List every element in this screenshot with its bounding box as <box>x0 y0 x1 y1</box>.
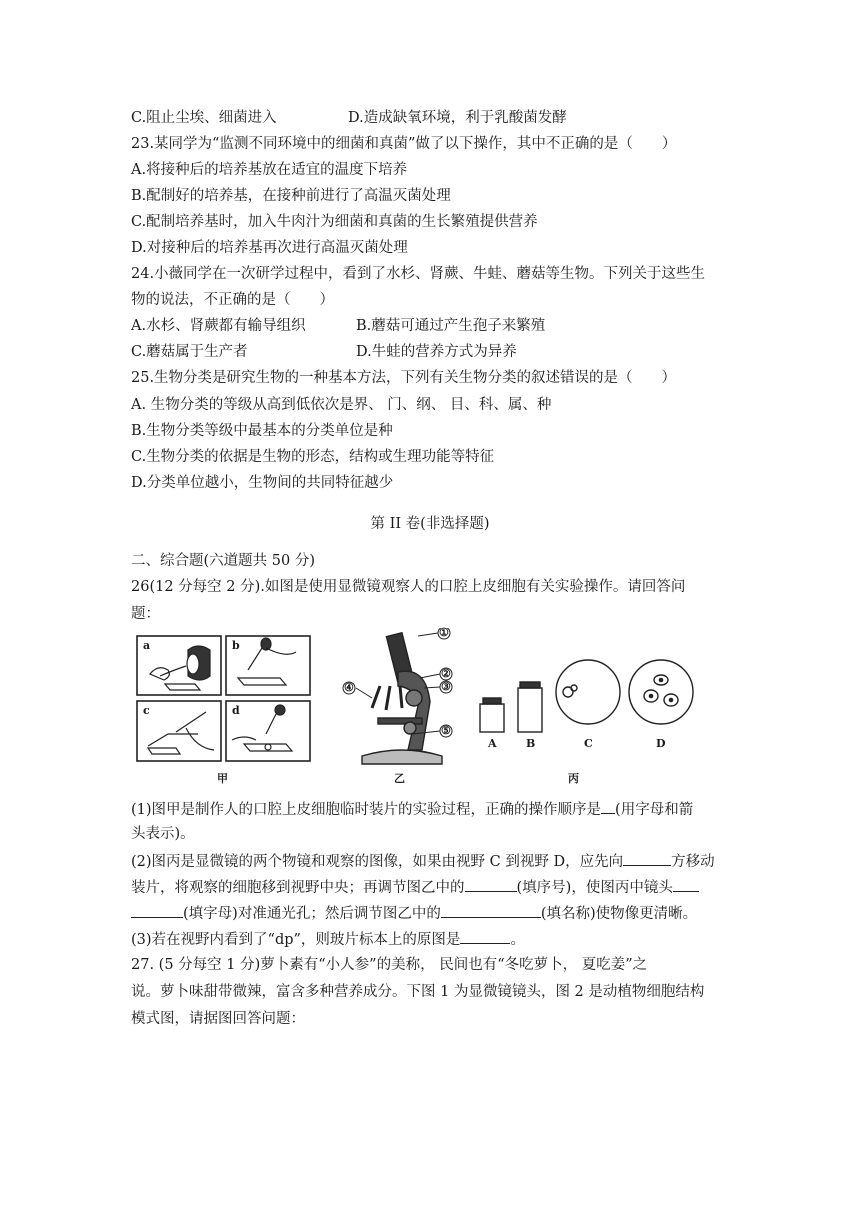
q26-part2-text-c1: (填字母)对准通光孔；然后调节图乙中的 <box>183 906 441 922</box>
panel-label-c: c <box>143 704 150 717</box>
answer-blank-4a[interactable] <box>673 876 699 892</box>
q24-option-b: B.蘑菇可通过产生孢子来繁殖 <box>356 318 546 334</box>
q23-option-b: B.配制好的培养基，在接种前进行了高温灭菌处理 <box>131 188 451 204</box>
section-title: 第 II 卷(非选择题) <box>370 516 490 532</box>
figure-caption-jia: 甲 <box>217 772 228 785</box>
answer-blank-6[interactable] <box>460 928 510 944</box>
panel-label-d: d <box>232 704 240 717</box>
microscope-drawing <box>362 633 442 764</box>
q26-part1-line1 <box>131 798 693 820</box>
q25-option-a: A. 生物分类的等级从高到低依次是界、 门、纲、 目、科、属、种 <box>131 397 552 413</box>
q23-option-c: C.配制培养基时，加入牛肉汁为细菌和真菌的生长繁殖提供营养 <box>131 214 538 230</box>
q26-stem-line1: 26(12 分每空 2 分).如图是使用显微镜观察人的口腔上皮细胞有关实验操作。请回答问 <box>131 579 686 595</box>
microscope-label-4: ④ <box>344 681 354 694</box>
panel-b-drawing <box>238 638 296 685</box>
q23-stem: 23.某同学为“监测不同环境中的细菌和真菌”做了以下操作，其中不正确的是（ ） <box>131 136 677 152</box>
q26-stem-line2: 题： <box>131 606 160 622</box>
microscope-label-3: ③ <box>441 680 451 693</box>
microscope-label-1: ① <box>439 626 449 639</box>
panel-d-drawing <box>232 705 292 751</box>
q26-part1-text-a: (1)图甲是制作人的口腔上皮细胞临时装片的实验过程，正确的操作顺序是 <box>131 802 602 818</box>
q26-part2-line2 <box>131 876 699 898</box>
q26-part1-text-b: (用字母和箭 <box>615 802 694 818</box>
q26-part2-text-b2: (填序号)，使图丙中镜头 <box>516 880 673 896</box>
answer-blank-3[interactable] <box>465 876 517 892</box>
answer-blank-4b[interactable] <box>131 902 183 918</box>
q24-option-c: C.蘑菇属于生产者 <box>131 344 248 360</box>
q24-option-a: A.水杉、肾蕨都有输导组织 <box>131 318 306 334</box>
answer-blank-2[interactable] <box>623 850 671 866</box>
answer-blank-1[interactable] <box>601 798 615 814</box>
panel-label-b: b <box>232 639 240 652</box>
q22-option-d: D.造成缺氧环境，利于乳酸菌发酵 <box>348 110 567 126</box>
q26-part2-text-b1: 装片，将观察的细胞移到视野中央；再调节图乙中的 <box>131 880 465 896</box>
q26-part2-text-c2: (填名称)使物像更清晰。 <box>540 906 698 922</box>
q23-option-d: D.对接种后的培养基再次进行高温灭菌处理 <box>131 240 408 256</box>
q25-option-d: D.分类单位越小，生物间的共同特征越少 <box>131 475 394 491</box>
q26-part3-line <box>131 928 525 950</box>
q27-line1: 27. (5 分每空 1 分)萝卜素有“小人参”的美称， 民间也有“冬吃萝卜， 夏吃姜”之 <box>131 957 648 973</box>
bing-drawings <box>480 660 693 732</box>
figure-jia-panels <box>137 636 310 761</box>
q27-line3: 模式图，请据图回答问题： <box>131 1011 305 1027</box>
part2-heading: 二、综合题(六道题共 50 分) <box>131 553 315 569</box>
panel-c-drawing <box>148 712 214 754</box>
q26-figure <box>0 628 860 788</box>
q27-line2: 说。萝卜味甜带微辣，富含多种营养成分。下图 1 为显微镜镜头，图 2 是动植物细胞结构 <box>131 984 705 1000</box>
q26-part3-text-b: 。 <box>510 932 525 948</box>
figure-caption-yi: 乙 <box>394 772 405 785</box>
microscope-label-5: ⑤ <box>441 724 451 737</box>
q24-stem-line1: 24.小薇同学在一次研学过程中，看到了水杉、肾蕨、牛蛙、蘑菇等生物。下列关于这些生 <box>131 266 706 282</box>
panel-label-a: a <box>143 639 151 652</box>
objective-label-b: B <box>526 737 536 750</box>
q26-part2-text-a2: 方移动 <box>671 854 715 870</box>
q26-part2-text-a1: (2)图丙是显微镜的两个物镜和观察的图像，如果由视野 C 到视野 D，应先向 <box>131 854 624 870</box>
panel-a-drawing <box>150 646 210 690</box>
q26-part3-text-a: (3)若在视野内看到了“dp”，则玻片标本上的原图是 <box>131 932 461 948</box>
microscope-label-2: ② <box>441 667 451 680</box>
q25-stem: 25.生物分类是研究生物的一种基本方法，下列有关生物分类的叙述错误的是（ ） <box>131 370 677 386</box>
q24-stem-line2: 物的说法，不正确的是（ ） <box>131 292 334 308</box>
q25-option-c: C.生物分类的依据是生物的形态，结构或生理功能等特征 <box>131 449 495 465</box>
q26-part1-line2: 头表示)。 <box>131 826 195 842</box>
q22-option-c: C.阻止尘埃、细菌进入 <box>131 110 277 126</box>
q24-option-d: D.牛蛙的营养方式为异养 <box>356 344 517 360</box>
answer-blank-5[interactable] <box>441 902 541 918</box>
q26-part2-line1 <box>131 850 715 872</box>
field-label-d: D <box>656 737 666 750</box>
field-label-c: C <box>584 737 593 750</box>
q23-option-a: A.将接种后的培养基放在适宜的温度下培养 <box>131 162 408 178</box>
figure-caption-bing: 丙 <box>568 772 579 785</box>
q25-option-b: B.生物分类等级中最基本的分类单位是种 <box>131 423 393 439</box>
q26-part2-line3 <box>131 902 697 924</box>
objective-label-a: A <box>488 737 497 750</box>
